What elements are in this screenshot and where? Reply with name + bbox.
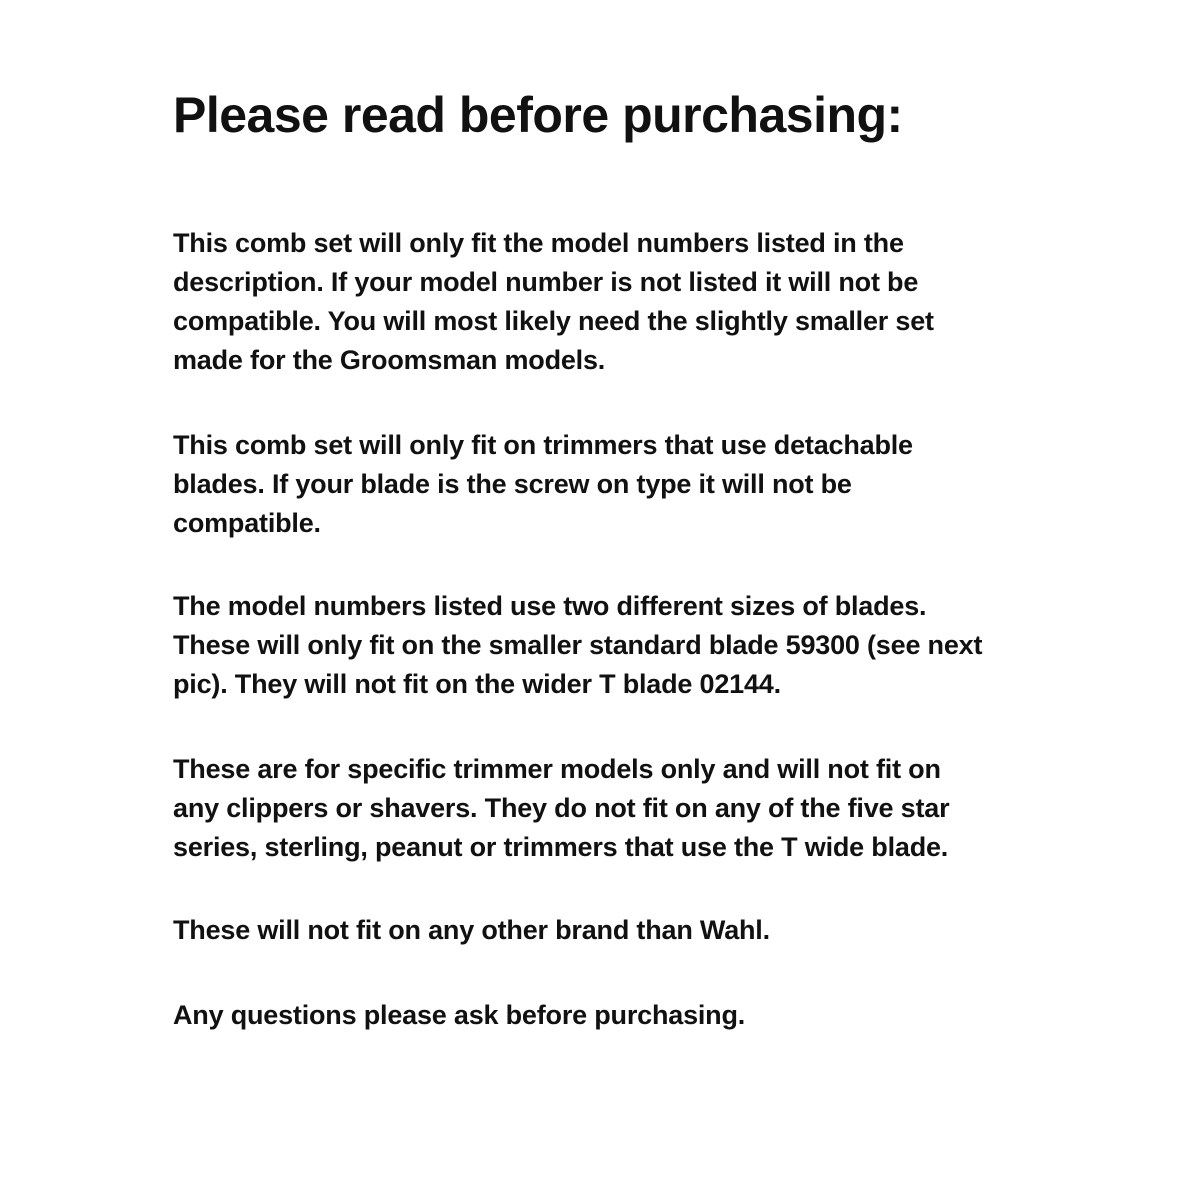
notice-paragraph-model-numbers: This comb set will only fit the model numbers listed in the description. If your model number is not listed it will not be compatible. You will most likely need the slightly smaller set made for the Groomsman models.	[173, 228, 934, 375]
notice-paragraph-brand: These will not fit on any other brand than Wahl.	[173, 915, 770, 945]
notice-title: Please read before purchasing:	[173, 87, 903, 143]
notice-paragraph-questions: Any questions please ask before purchasing.	[173, 1000, 746, 1030]
notice-paragraph-trimmer-models: These are for specific trimmer models only and will not fit on any clippers or shavers. They do not fit on any of the five star series, sterling, peanut or trimmers that use the T wide blade.	[173, 754, 950, 862]
notice-paragraph-detachable-blades: This comb set will only fit on trimmers that use detachable blades. If your blade is the screw on type it will not be compatible.	[173, 430, 913, 538]
notice-paragraph-blade-sizes: The model numbers listed use two different sizes of blades. These will only fit on the smaller standard blade 59300 (see next pic). They will not fit on the wider T blade 02144.	[173, 591, 983, 699]
